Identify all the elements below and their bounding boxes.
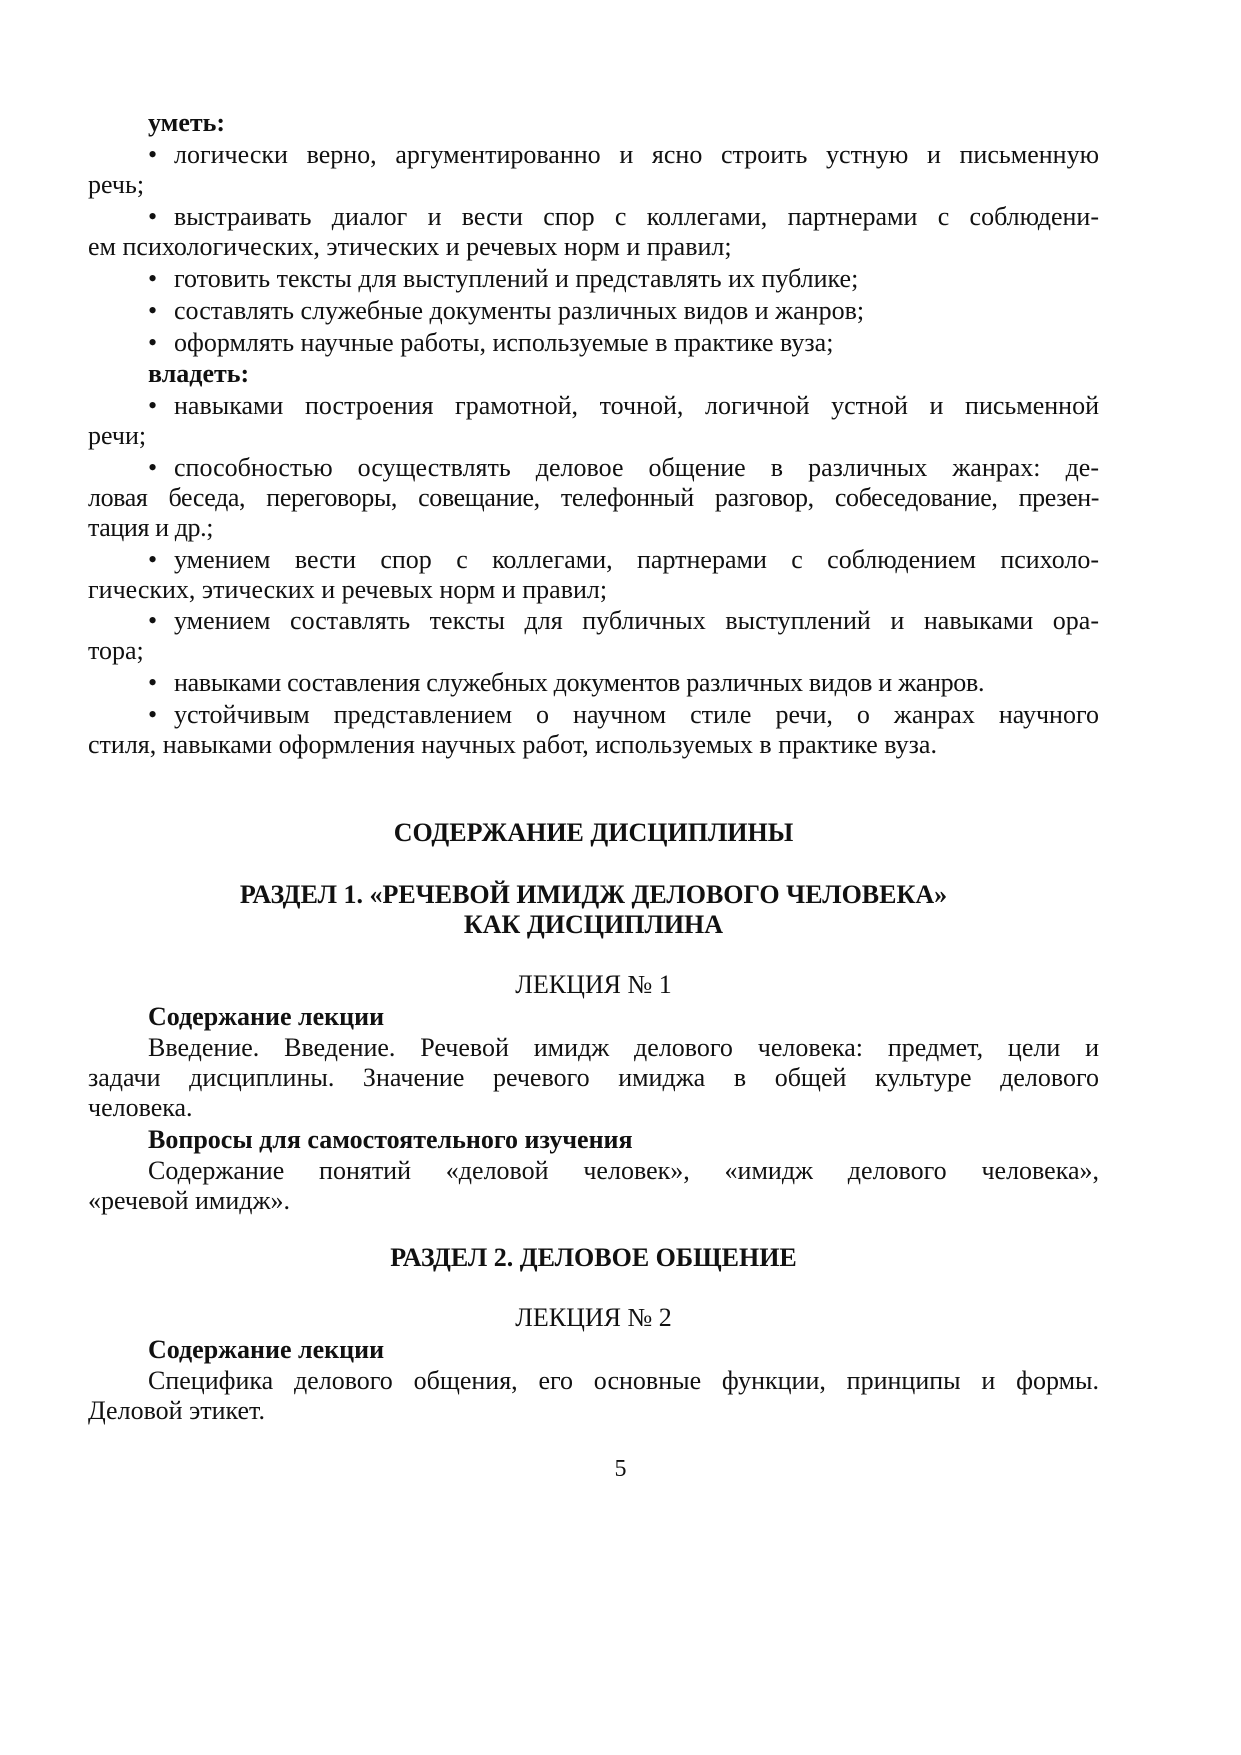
list-item-text: навыками составления служебных документов различных видов и жанров. [174,668,985,697]
bullet-icon: • [148,391,158,420]
list-item [148,391,1099,421]
section1-content-line: задачи дисциплины. Значение речевого имиджа в общей культуре делового [88,1063,1099,1092]
bullet-icon: • [148,202,158,231]
section2-content-line: Деловой этикет. [88,1396,265,1425]
list-item-text: умением составлять тексты для публичных выступлений и навыками ора- [174,606,1099,635]
list-item-text: составлять служебные документы различных видов и жанров; [174,296,865,325]
bullet-icon: • [148,545,158,574]
list-item-text: умением вести спор с коллегами, партнерами с соблюдением психоло- [174,545,1099,574]
list-item [148,700,1099,730]
list-item-continuation: речь; [88,170,145,199]
list-item-continuation: ловая беседа, переговоры, совещание, телефонный разговор, собеседование, презен- [88,483,1099,512]
section1-content-line: Введение. Введение. Речевой имидж делового человека: предмет, цели и [148,1033,1099,1062]
list-item-text: оформлять научные работы, используемые в практике вуза; [174,328,834,357]
bullet-icon: • [148,264,158,293]
list-item [148,328,1099,358]
page-number: 5 [614,1456,627,1482]
bullet-icon: • [148,140,158,169]
list-item [148,668,1099,698]
list-item-continuation: тора; [88,636,144,665]
list-item [148,140,1099,170]
bullet-icon: • [148,606,158,635]
section1-questions-line: Содержание понятий «деловой человек», «имидж делового человека», [148,1156,1099,1185]
list-item [148,545,1099,575]
list-item-text: выстраивать диалог и вести спор с коллегами, партнерами с соблюдени- [174,202,1099,231]
list-item-text: способностью осуществлять деловое общение в различных жанрах: де- [174,453,1099,482]
section1-lecture: ЛЕКЦИЯ № 1 [515,970,672,999]
skills-able-heading: уметь: [148,108,226,137]
section2-title: РАЗДЕЛ 2. ДЕЛОВОЕ ОБЩЕНИЕ [390,1243,797,1272]
list-item-text: устойчивым представлением о научном стиле речи, о жанрах научного [174,700,1099,729]
list-item [148,296,1099,326]
bullet-icon: • [148,700,158,729]
section2-content-line: Специфика делового общения, его основные функции, принципы и формы. [148,1366,1099,1395]
list-item-text: навыками построения грамотной, точной, логичной устной и письменной [174,391,1099,420]
list-item-continuation: стиля, навыками оформления научных работ, используемых в практике вуза. [88,730,937,759]
section2-content-heading: Содержание лекции [148,1335,385,1364]
section1-content-heading: Содержание лекции [148,1002,385,1031]
section2-lecture: ЛЕКЦИЯ № 2 [515,1303,672,1332]
list-item-continuation: тация и др.; [88,513,214,542]
list-item [148,453,1099,483]
section1-content-line: человека. [88,1093,193,1122]
content-title: СОДЕРЖАНИЕ ДИСЦИПЛИНЫ [393,818,794,847]
section1-questions-line: «речевой имидж». [88,1186,290,1215]
list-item-continuation: ем психологических, этических и речевых норм и правил; [88,232,732,261]
list-item-text: логически верно, аргументированно и ясно строить устную и письменную [174,140,1099,169]
bullet-icon: • [148,328,158,357]
section1-questions-heading: Вопросы для самостоятельного изучения [148,1125,633,1154]
skills-own-heading: владеть: [148,359,250,388]
list-item-continuation: речи; [88,421,147,450]
bullet-icon: • [148,668,157,697]
bullet-icon: • [148,453,158,482]
list-item [148,606,1099,636]
list-item-text: готовить тексты для выступлений и представлять их публике; [174,264,859,293]
list-item-continuation: гических, этических и речевых норм и правил; [88,575,608,604]
bullet-icon: • [148,296,158,325]
section1-title-line2: КАК ДИСЦИПЛИНА [463,910,724,939]
section1-title-line1: РАЗДЕЛ 1. «РЕЧЕВОЙ ИМИДЖ ДЕЛОВОГО ЧЕЛОВЕКА» [239,880,948,909]
list-item [148,264,1099,294]
list-item [148,202,1099,232]
